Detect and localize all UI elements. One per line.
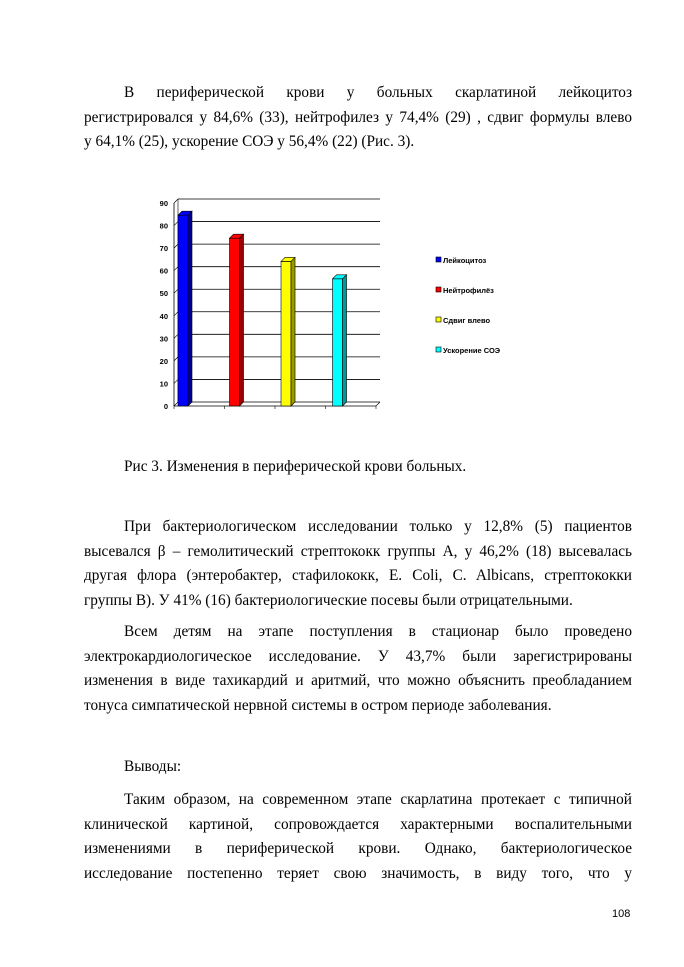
y-tick-label: 70 <box>159 244 168 254</box>
bar-side <box>291 257 295 406</box>
text-line: высевался β – гемолитический стрептококк группы А, у 46,2% (18) высевалась <box>84 542 632 560</box>
text-line: клинической картиной, сопровождается характерными воспалительными <box>84 815 632 833</box>
paragraph-2 <box>84 515 632 613</box>
gridline-depth <box>174 267 178 271</box>
gridline-depth <box>174 379 178 383</box>
page-number: 108 <box>612 908 631 920</box>
text-line: другая флора (энтеробактер, стафилококк, E. Coli, C. Albicans, стрептококки <box>84 567 632 584</box>
y-tick-label: 0 <box>163 402 168 411</box>
text-line: В периферической крови у больных скарлатиной лейкоцитоз <box>124 84 632 101</box>
bar-side <box>240 234 244 406</box>
gridline-depth <box>174 357 178 361</box>
text-line: электрокардиологическое исследование. У 43,7% были зарегистрированы <box>84 647 632 665</box>
y-tick-label: 40 <box>159 311 168 321</box>
legend-swatch <box>436 317 441 322</box>
text-line: у 64,1% (25), ускорение СОЭ у 56,4% (22) (Рис. 3). <box>84 133 415 150</box>
paragraph-4 <box>84 788 632 886</box>
gridline-depth <box>174 199 178 203</box>
text-line: изменениями в периферической крови. Однако, бактериологическое <box>84 840 632 857</box>
gridline-depth <box>174 402 178 406</box>
text-line: тонуса симпатической нервной системы в остром периоде заболевания. <box>84 696 552 714</box>
legend-label: Нейтрофилёз <box>443 286 494 295</box>
bar-front <box>281 261 291 406</box>
legend-swatch <box>436 257 441 262</box>
y-tick-label: 60 <box>159 266 168 276</box>
text-line: При бактериологическом исследовании только у 12,8% (5) пациентов <box>124 518 632 535</box>
text-line: группы В). У 41% (16) бактериологические посевы были отрицательными. <box>84 591 573 609</box>
y-tick-label: 90 <box>159 199 168 208</box>
gridline-depth <box>174 312 178 316</box>
text-line: исследование постепенно теряет свою значимость, в виду того, что у <box>84 864 632 882</box>
paragraph-3 <box>84 620 632 718</box>
bar-chart <box>140 192 540 422</box>
paragraph-1 <box>84 81 632 155</box>
bar-side <box>343 275 347 406</box>
bar-front <box>333 279 343 406</box>
text-line: изменения в виде тахикардий и аритмий, что можно объяснить преобладанием <box>84 672 632 689</box>
text-line: Всем детям на этапе поступления в стационар было проведено <box>124 623 632 640</box>
bar-front <box>178 215 188 406</box>
bar-front <box>230 238 240 406</box>
text-line: регистрировался у 84,6% (33), нейтрофилез у 74,4% (29) , сдвиг формулы влево <box>84 108 632 126</box>
gridline-depth <box>174 222 178 226</box>
x-axis-depth <box>376 402 380 406</box>
gridline-depth <box>174 334 178 338</box>
legend-label: Лейкоцитоз <box>443 256 487 265</box>
legend-swatch <box>436 347 441 352</box>
legend-swatch <box>436 287 441 292</box>
conclusions-heading: Выводы: <box>124 758 182 775</box>
y-tick-label: 50 <box>159 289 168 299</box>
figure-caption: Рис 3. Изменения в периферической крови больных. <box>124 458 467 475</box>
gridline-depth <box>174 244 178 248</box>
gridline-depth <box>174 289 178 293</box>
text-line: Таким образом, на современном этапе скарлатина протекает с типичной <box>124 791 632 808</box>
y-tick-label: 10 <box>159 379 168 389</box>
y-tick-label: 30 <box>159 334 168 344</box>
y-tick-label: 80 <box>159 221 168 231</box>
bar-side <box>188 211 192 406</box>
legend-label: Сдвиг влево <box>443 316 491 325</box>
legend-label: Ускорение СОЭ <box>443 346 501 355</box>
y-tick-label: 20 <box>159 356 168 366</box>
